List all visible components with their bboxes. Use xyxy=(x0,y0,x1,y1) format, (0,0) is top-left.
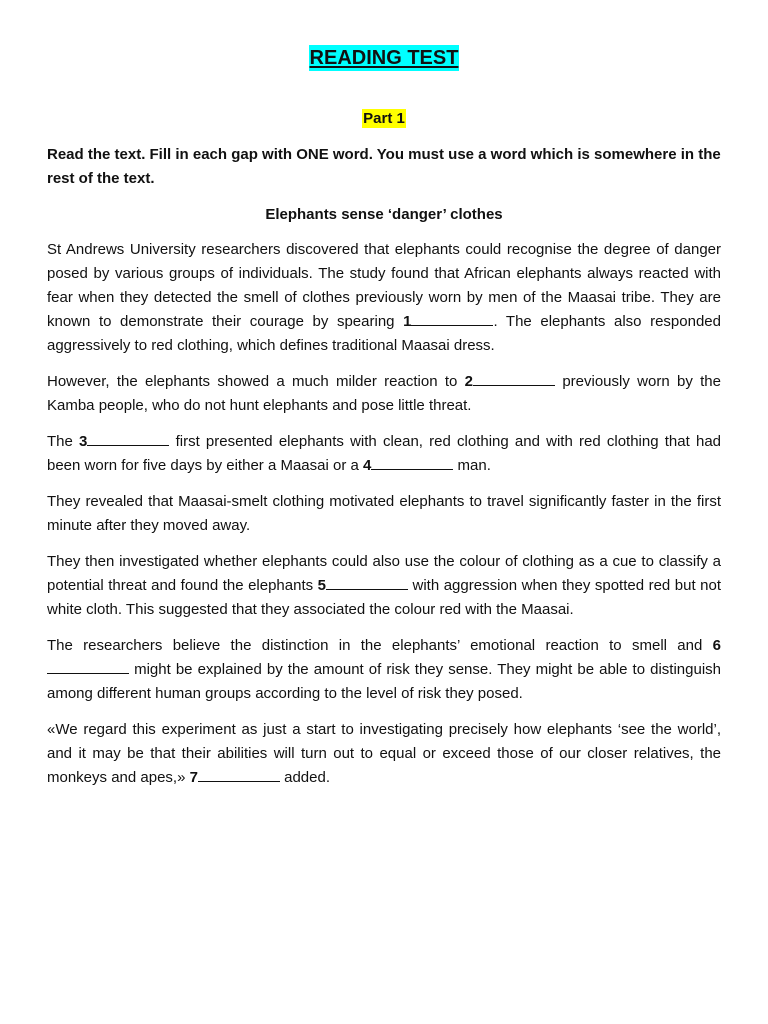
paragraph-text: . The elephants also responded aggressively to red clothing, which defines traditional Maasai dress. xyxy=(47,313,721,354)
article-title: Elephants sense ‘danger’ clothes xyxy=(265,206,503,223)
paragraph-text: «We regard this experiment as just a start to investigating precisely how elephants ‘see the world’, and it may be that their abilities will turn out to equal or exceed those of our closer relatives, the monkeys and apes,» xyxy=(47,721,721,786)
paragraph-text: previously worn by the Kamba people, who do not hunt elephants and pose little threat. xyxy=(47,373,721,414)
gap-number-4: 4 xyxy=(363,457,372,474)
part-label: Part 1 xyxy=(363,110,405,127)
paragraph-7 xyxy=(47,718,721,790)
paragraph-text: St Andrews University researchers discovered that elephants could recognise the degree of danger posed by various groups of individuals. The study found that African elephants always reacted with fear when they detected the smell of clothes previously worn by men of the Maasai tribe. They are known to demonstrate their courage by spearing xyxy=(47,241,721,330)
paragraph-4: They revealed that Maasai-smelt clothing motivated elephants to travel significantly faster in the first minute after they moved away. xyxy=(47,493,721,534)
paragraph-1 xyxy=(47,238,721,358)
paragraph-text: might be explained by the amount of risk they sense. They might be able to distinguish among different human groups according to the level of risk they posed. xyxy=(47,661,721,702)
paragraph-2 xyxy=(47,370,721,418)
paragraph-6 xyxy=(47,634,721,706)
gap-blank-6[interactable] xyxy=(47,659,129,674)
part-row xyxy=(47,109,721,128)
gap-number-7: 7 xyxy=(189,769,198,786)
paragraph-text: However, the elephants showed a much milder reaction to xyxy=(47,373,465,390)
gap-number-1: 1 xyxy=(403,313,412,330)
paragraph-text: They then investigated whether elephants could also use the colour of clothing as a cue to classify a potential threat and found the elephants xyxy=(47,553,721,594)
paragraph-text: added. xyxy=(279,769,330,786)
paragraph-5 xyxy=(47,550,721,622)
gap-blank-2[interactable] xyxy=(473,371,555,386)
paragraph-3 xyxy=(47,430,721,478)
gap-number-5: 5 xyxy=(317,577,326,594)
paragraph-text: The researchers believe the distinction in the elephants’ emotional reaction to smell and xyxy=(47,637,713,654)
gap-blank-1[interactable] xyxy=(411,311,493,326)
gap-number-2: 2 xyxy=(464,373,474,390)
gap-number-3: 3 xyxy=(79,433,88,450)
gap-blank-3[interactable] xyxy=(87,431,169,446)
gap-blank-7[interactable] xyxy=(198,767,280,782)
gap-blank-4[interactable] xyxy=(371,455,453,470)
gap-number-6: 6 xyxy=(712,637,721,654)
article-body xyxy=(47,238,721,802)
page-title: READING TEST xyxy=(309,47,459,69)
paragraph-text: man. xyxy=(453,457,491,474)
paragraph-text: with aggression when they spotted red but not white cloth. This suggested that they associated the colour red with the Maasai. xyxy=(47,577,721,618)
title-row xyxy=(47,45,721,71)
paragraph-text: The xyxy=(47,433,80,450)
paragraph-text: first presented elephants with clean, red clothing and with red clothing that had been worn for five days by either a Maasai or a xyxy=(47,433,722,474)
gap-blank-5[interactable] xyxy=(326,575,408,590)
instructions: Read the text. Fill in each gap with ONE word. You must use a word which is somewhere in the rest of the text. xyxy=(47,146,721,187)
